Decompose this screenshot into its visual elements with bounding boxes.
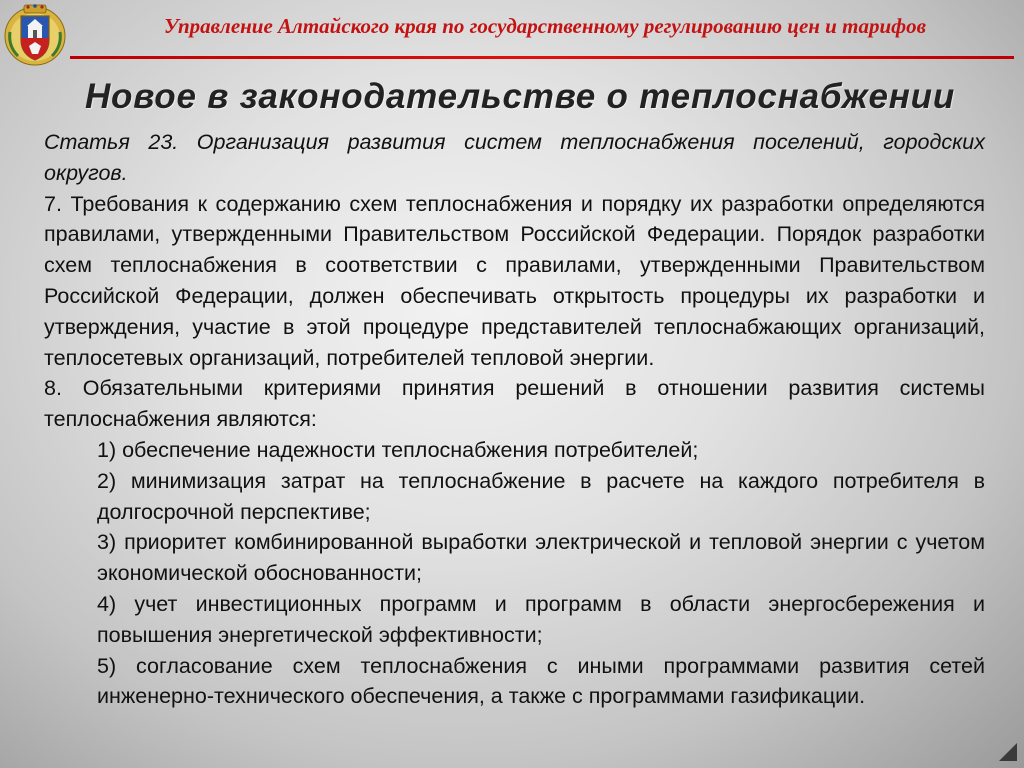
- list-item: 1) обеспечение надежности теплоснабжения потребителей;: [97, 437, 699, 462]
- list-item: 3) приоритет комбинированной выработки электрической и тепловой энергии с учетом экономической обоснованности;: [97, 530, 985, 586]
- list-item: 5) согласование схем теплоснабжения с иными программами развития сетей инженерно-технического обеспечения, а также с программами газификации.: [97, 653, 985, 709]
- corner-decoration: [999, 743, 1017, 761]
- altai-coat-of-arms-emblem: [2, 2, 68, 68]
- slide-header: [0, 0, 1024, 62]
- slide-body: [44, 127, 985, 712]
- list-item: 2) минимизация затрат на теплоснабжение в расчете на каждого потребителя в долгосрочной перспективе;: [97, 468, 985, 524]
- article-heading: Статья 23. Организация развития систем теплоснабжения поселений, городских округов.: [44, 130, 985, 185]
- agency-name: Управление Алтайского края по государственному регулированию цен и тарифов: [163, 14, 927, 38]
- paragraph-7: 7. Требования к содержанию схем теплоснабжения и порядку их разработки определяются правилами, утвержденными Правительством Российской Федерации. Порядок разработки схем теплоснабжения в соответствии с правилами, утвержденными Правительством Российской Федерации, должен обеспечивать открытость процедуры их разработки и утверждения, участие в этой процедуре представителей теплоснабжающих организаций, теплосетевых организаций, потребителей тепловой энергии.: [44, 191, 985, 370]
- header-divider: [70, 56, 1014, 59]
- list-item: 4) учет инвестиционных программ и программ в области энергосбережения и повышения энергетической эффективности;: [97, 591, 985, 647]
- paragraph-8: 8. Обязательными критериями принятия решений в отношении развития системы теплоснабжения являются:: [44, 376, 985, 432]
- slide-title: Новое в законодательстве о теплоснабжении: [84, 77, 956, 116]
